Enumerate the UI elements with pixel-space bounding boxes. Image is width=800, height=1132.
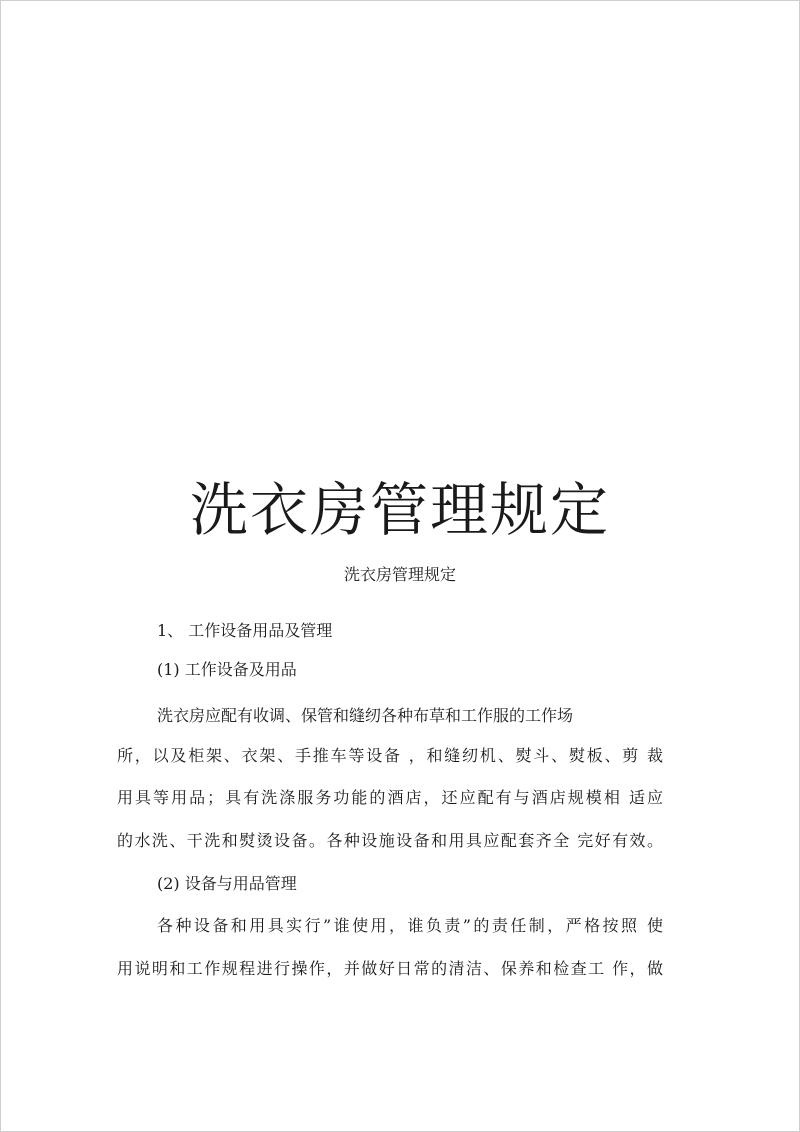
subsection-heading-1: (1) 工作设备及用品 [157, 660, 297, 679]
subsection-heading-2: (2) 设备与用品管理 [157, 874, 297, 893]
section-heading-1: 1、 工作设备用品及管理 [157, 621, 333, 640]
paragraph-line: 所，以及柜架、衣架、手推车等设备 ，和缝纫机、熨斗、熨板、剪 裁 [117, 746, 663, 765]
paragraph-line: 的水洗、干洗和熨烫设备。各种设施设备和用具应配套齐全 完好有效。 [117, 831, 663, 850]
paragraph-line: 用具等用品；具有洗涤服务功能的酒店，还应配有与酒店规模相 适应 [117, 788, 663, 807]
document-title: 洗衣房管理规定 [189, 476, 610, 544]
paragraph-line: 用说明和工作规程进行操作，并做好日常的清洁、保养和检查工 作，做 [117, 959, 663, 978]
paragraph-line: 洗衣房应配有收调、保管和缝纫各种布草和工作服的工作场 [157, 706, 574, 725]
paragraph-line: 各种设备和用具实行”谁使用，谁负责”的责任制，严格按照 使 [157, 916, 663, 935]
document-subtitle: 洗衣房管理规定 [343, 565, 456, 584]
